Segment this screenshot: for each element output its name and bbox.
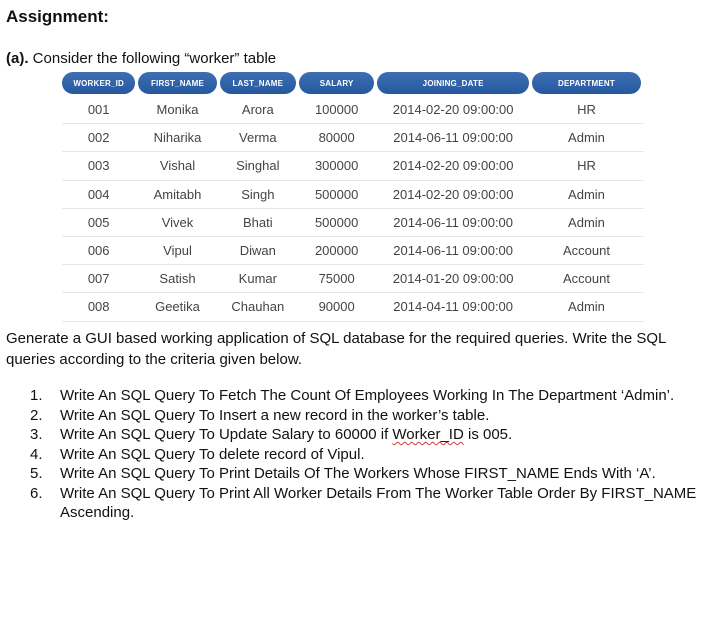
first-name-cell: Monika	[156, 102, 199, 118]
query-text-end: is 005.	[463, 426, 513, 443]
query-text-start: Write An SQL Query To Update Salary to 60000 if	[60, 426, 393, 443]
joining-date-cell: 2014-02-20 09:00:00	[392, 186, 514, 202]
column-header-salary: SALARY	[299, 72, 374, 94]
joining-date-cell: 2014-06-11 09:00:00	[393, 243, 514, 259]
table-row	[62, 265, 644, 293]
column-header-first-name: FIRST_NAME	[138, 72, 216, 94]
query-item	[30, 484, 710, 523]
salary-cell: 500000	[314, 186, 359, 202]
last-name-cell: Singh	[241, 186, 275, 202]
department-cell: HR	[577, 102, 596, 118]
table-header	[62, 70, 644, 96]
worker-id-cell: 005	[87, 214, 110, 230]
column-header-joining-date: JOINING_DATE	[377, 72, 529, 94]
joining-date-cell: 2014-02-20 09:00:00	[392, 102, 514, 118]
task-description: Generate a GUI based working application of SQL database for the required queries. Write the SQL queries according to the criteria given below.	[6, 330, 666, 368]
query-text: Write An SQL Query To delete record of Vipul.	[60, 445, 365, 463]
assignment-heading: Assignment:	[6, 7, 109, 26]
query-item	[30, 425, 710, 445]
first-name-cell: Vishal	[159, 158, 196, 174]
department-cell: Admin	[568, 186, 605, 202]
last-name-cell: Diwan	[239, 243, 276, 259]
first-name-cell: Satish	[159, 271, 196, 287]
table-row	[62, 152, 644, 180]
department-cell: Account	[562, 243, 610, 259]
query-item	[30, 445, 710, 465]
query-number: 1.	[30, 387, 43, 404]
column-header-department: DEPARTMENT	[532, 72, 641, 94]
department-cell: HR	[577, 158, 596, 174]
last-name-cell: Singhal	[236, 158, 280, 174]
query-text: Write An SQL Query To Insert a new record in the worker’s table.	[60, 406, 490, 424]
department-cell: Admin	[568, 299, 605, 315]
last-name-cell: Bhati	[243, 214, 273, 230]
query-list	[30, 386, 710, 523]
first-name-cell: Niharika	[153, 130, 202, 146]
intro-text: Consider the following “worker” table	[32, 50, 277, 67]
query-number: 5.	[30, 465, 43, 482]
spellcheck-flagged-word: Worker_ID	[392, 426, 464, 443]
table-row	[62, 237, 644, 265]
worker-id-cell: 006	[87, 243, 110, 259]
query-text: Write An SQL Query To Fetch The Count Of Employees Working In The Department ‘Admin’.	[60, 387, 675, 404]
query-text: Write An SQL Query To Print All Worker Details From The Worker Table Order By FIRST_NAME Ascending.	[60, 484, 697, 521]
department-cell: Admin	[568, 130, 605, 146]
query-item	[30, 386, 710, 406]
query-number: 2.	[30, 406, 43, 424]
table-row	[62, 209, 644, 237]
department-cell: Account	[562, 271, 610, 287]
first-name-cell: Geetika	[155, 299, 200, 315]
query-number: 3.	[30, 426, 43, 443]
part-label: (a).	[6, 50, 29, 67]
query-item	[30, 406, 710, 426]
query-number: 4.	[30, 445, 43, 463]
column-header-last-name: LAST_NAME	[220, 72, 296, 94]
column-header-worker-id: WORKER_ID	[62, 72, 135, 94]
joining-date-cell: 2014-04-11 09:00:00	[393, 299, 514, 315]
department-cell: Admin	[568, 214, 605, 230]
query-item	[30, 464, 710, 484]
intro-line	[6, 50, 276, 67]
first-name-cell: Amitabh	[153, 186, 202, 202]
query-number: 6.	[30, 484, 43, 502]
salary-cell: 80000	[318, 130, 355, 146]
table-body	[62, 96, 644, 322]
table-row	[62, 124, 644, 152]
salary-cell: 500000	[314, 214, 359, 230]
joining-date-cell: 2014-01-20 09:00:00	[392, 271, 514, 287]
salary-cell: 90000	[318, 299, 355, 315]
joining-date-cell: 2014-06-11 09:00:00	[393, 214, 514, 230]
worker-id-cell: 007	[87, 271, 110, 287]
salary-cell: 75000	[318, 271, 355, 287]
last-name-cell: Verma	[239, 130, 277, 146]
first-name-cell: Vivek	[161, 214, 194, 230]
worker-table	[62, 70, 644, 322]
table-row	[62, 96, 644, 124]
joining-date-cell: 2014-06-11 09:00:00	[393, 130, 514, 146]
last-name-cell: Chauhan	[231, 299, 285, 315]
worker-id-cell: 002	[87, 130, 110, 146]
worker-id-cell: 001	[87, 102, 110, 118]
salary-cell: 100000	[314, 102, 359, 118]
salary-cell: 300000	[314, 158, 359, 174]
worker-id-cell: 004	[87, 186, 110, 202]
query-text	[60, 425, 710, 445]
last-name-cell: Arora	[241, 102, 274, 118]
table-row	[62, 181, 644, 209]
query-text: Write An SQL Query To Print Details Of The Workers Whose FIRST_NAME Ends With ‘A’.	[60, 465, 656, 482]
table-row	[62, 293, 644, 321]
worker-id-cell: 008	[87, 299, 110, 315]
last-name-cell: Kumar	[238, 271, 277, 287]
joining-date-cell: 2014-02-20 09:00:00	[392, 158, 514, 174]
worker-id-cell: 003	[87, 158, 110, 174]
salary-cell: 200000	[314, 243, 359, 259]
first-name-cell: Vipul	[163, 243, 192, 259]
